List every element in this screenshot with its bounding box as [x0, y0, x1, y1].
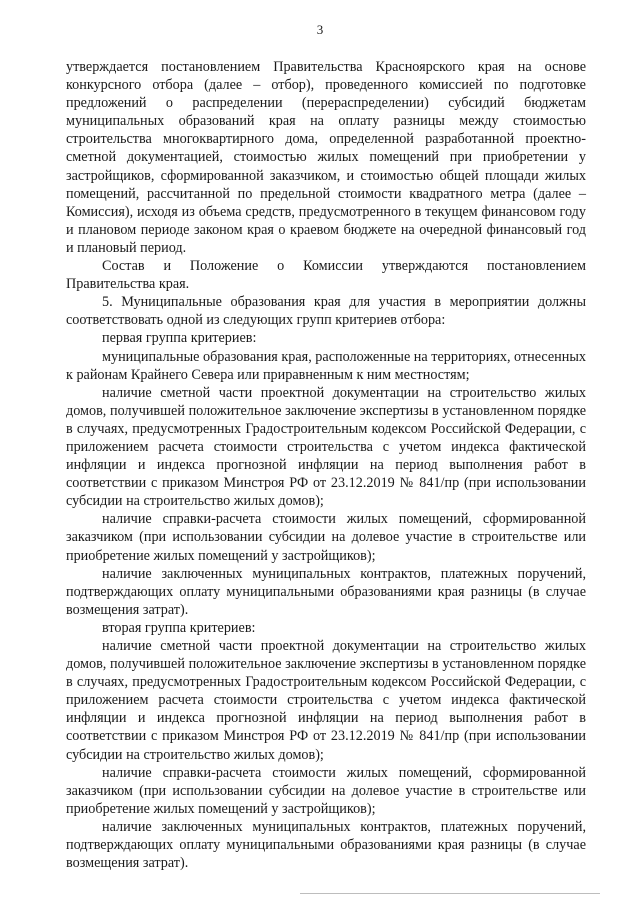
heading-second-group: вторая группа критериев: — [102, 619, 256, 636]
page-number: 3 — [316, 22, 324, 37]
criterion-estimate-documentation-1: наличие сметной части проектной документации на строительство жилых домов, получившей положительное заключение экспертизы в установленном порядке в случаях, предусмотренных Градостроительным кодексом Российской Федерации, с приложением расчета стоимости строительства с учетом индекса фактической инфляции и индекса прогнозной инфляции на период выполнения работ в соответствии с приказом Минстроя РФ от 23.12.2019 № 841/пр (при использовании субсидии на строительство жилых домов); — [66, 384, 586, 510]
paragraph-item-5: 5. Муниципальные образования края для участия в мероприятии должны соответствовать одной из следующих групп критериев отбора: — [66, 294, 586, 329]
heading-first-group: первая группа критериев: — [102, 330, 257, 347]
document-body — [66, 58, 586, 872]
criterion-contracts-1: наличие заключенных муниципальных контрактов, платежных поручений, подтверждающих оплату муниципальными образованиями края разницы (в случае возмещения затрат). — [66, 565, 586, 618]
criterion-cost-calculation-1: наличие справки-расчета стоимости жилых помещений, сформированной заказчиком (при использовании субсидии на долевое участие в строительстве или приобретение жилых помещений у застройщиков); — [66, 511, 586, 564]
criterion-far-north: муниципальные образования края, расположенные на территориях, отнесенных к районам Крайнего Севера или приравненным к ним местностям; — [66, 348, 586, 383]
criterion-cost-calculation-2: наличие справки-расчета стоимости жилых помещений, сформированной заказчиком (при использовании субсидии на долевое участие в строительстве или приобретение жилых помещений у застройщиков); — [66, 764, 586, 817]
criterion-estimate-documentation-2: наличие сметной части проектной документации на строительство жилых домов, получившей положительное заключение экспертизы в установленном порядке в случаях, предусмотренных Градостроительным кодексом Российской Федерации, с приложением расчета стоимости строительства с учетом индекса фактической инфляции и индекса прогнозной инфляции на период выполнения работ в соответствии с приказом Минстроя РФ от 23.12.2019 № 841/пр (при использовании субсидии на строительство жилых домов); — [66, 638, 586, 763]
scan-edge-line — [300, 893, 600, 894]
criterion-contracts-2: наличие заключенных муниципальных контрактов, платежных поручений, подтверждающих оплату муниципальными образованиями края разницы (в случае возмещения затрат). — [66, 818, 586, 872]
paragraph-approval-basis: утверждается постановлением Правительства Красноярского края на основе конкурсного отбора (далее – отбор), проведенного комиссией по подготовке предложений о распределении (перераспределении) субсидий бюджетам муниципальных образований края на оплату разницы между стоимостью строительства многоквартирного дома, определенной разработанной проектно-сметной документацией, стоимостью жилых помещений при приобретении у застройщиков, сформированной заказчиком, и стоимостью общей площади жилых помещений, рассчитанной по предельной стоимости квадратного метра (далее – Комиссия), исходя из объема средств, предусмотренного в текущем финансовом году и плановом периоде законом края о краевом бюджете на очередной финансовый год и плановый период. — [66, 59, 586, 256]
paragraph-commission-composition: Состав и Положение о Комиссии утверждаются постановлением Правительства края. — [66, 258, 586, 293]
